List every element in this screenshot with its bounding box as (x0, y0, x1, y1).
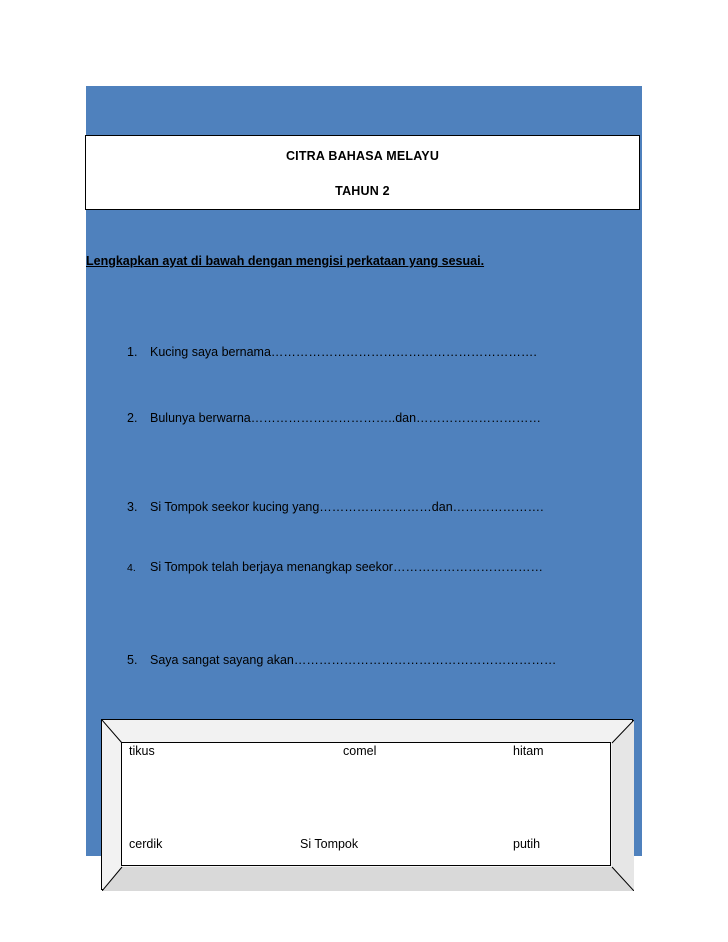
instruction-text: Lengkapkan ayat di bawah dengan mengisi perkataan yang sesuai. (86, 254, 485, 268)
title-box (85, 135, 640, 210)
question-1 (127, 345, 537, 359)
word-putih: putih (513, 837, 541, 851)
word-comel: comel (343, 744, 377, 758)
question-2 (127, 411, 541, 425)
word-tikus: tikus (129, 744, 155, 758)
worksheet-title: CITRA BAHASA MELAYU (285, 149, 440, 163)
question-number: 2. (127, 411, 138, 425)
question-number: 1. (127, 345, 138, 359)
question-5 (127, 653, 556, 667)
worksheet-subtitle: TAHUN 2 (335, 184, 390, 198)
question-text: Saya sangat sayang akan……………………………………………………… (150, 653, 557, 667)
question-text: Kucing saya bernama………………………………………………………. (150, 345, 537, 359)
word-si-tompok: Si Tompok (300, 837, 359, 851)
question-number: 5. (127, 653, 138, 667)
question-4 (127, 560, 543, 574)
question-text: Bulunya berwarna……………………………..dan………………………… (150, 411, 542, 425)
question-number: 4. (127, 562, 136, 574)
question-text: Si Tompok telah berjaya menangkap seekor……………………………… (150, 560, 543, 574)
question-number: 3. (127, 500, 138, 514)
word-hitam: hitam (513, 744, 544, 758)
question-3 (127, 500, 544, 514)
word-cerdik: cerdik (129, 837, 163, 851)
question-text: Si Tompok seekor kucing yang………………………dan…………………. (150, 500, 544, 514)
